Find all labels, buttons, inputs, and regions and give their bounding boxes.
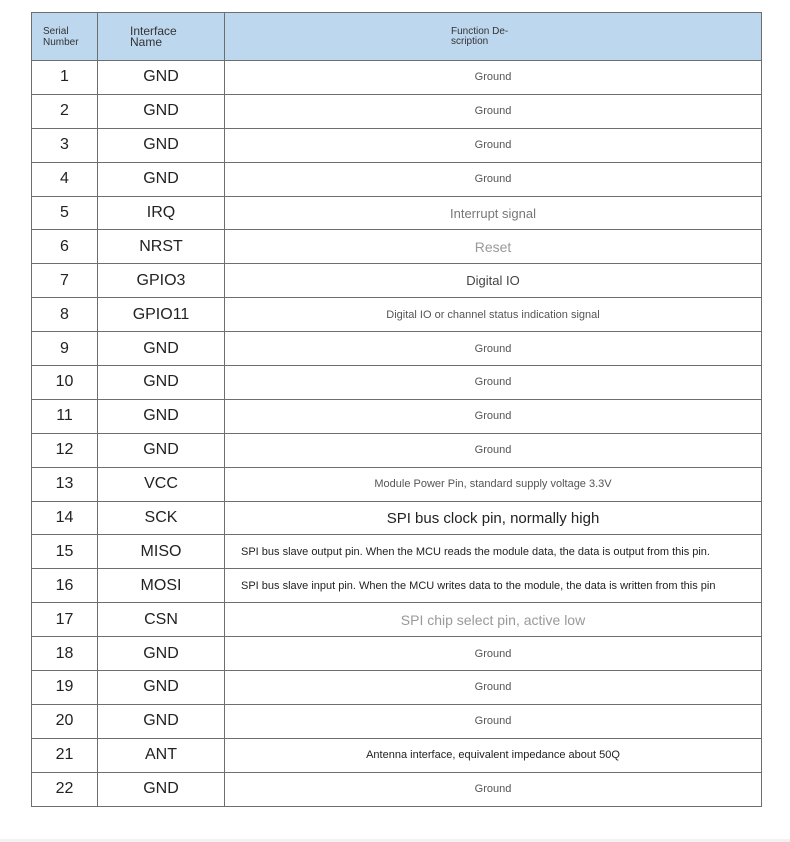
header-serial-number — [32, 13, 98, 61]
function-description-cell: Ground — [225, 162, 762, 196]
serial-number-cell: 8 — [32, 298, 98, 332]
function-description-cell: Digital IO or channel status indication signal — [225, 298, 762, 332]
header-interface-line2: Name — [130, 34, 163, 49]
header-serial-line2: Number — [43, 36, 79, 48]
serial-number-cell: 11 — [32, 399, 98, 433]
interface-name-cell: GPIO3 — [98, 264, 225, 298]
table-row — [32, 162, 762, 196]
interface-name-cell: GND — [98, 332, 225, 366]
header-function-line2: scription — [451, 35, 489, 47]
serial-number-cell: 21 — [32, 738, 98, 772]
function-description-cell: Digital IO — [225, 264, 762, 298]
interface-name-cell: GND — [98, 671, 225, 705]
interface-name-cell: CSN — [98, 603, 225, 637]
interface-name-cell: GPIO11 — [98, 298, 225, 332]
table-row — [32, 366, 762, 400]
function-description-cell: SPI bus slave output pin. When the MCU reads the module data, the data is output from this pin. — [225, 535, 762, 569]
table-row — [32, 738, 762, 772]
interface-name-cell: GND — [98, 399, 225, 433]
table-row — [32, 501, 762, 535]
function-description-cell: Ground — [225, 772, 762, 806]
function-description-cell: Ground — [225, 671, 762, 705]
serial-number-cell: 14 — [32, 501, 98, 535]
function-description-cell: Ground — [225, 332, 762, 366]
table-row — [32, 671, 762, 705]
table-row — [32, 704, 762, 738]
serial-number-cell: 17 — [32, 603, 98, 637]
table-row — [32, 772, 762, 806]
function-description-cell: Ground — [225, 433, 762, 467]
pin-definition-table — [31, 12, 762, 807]
table-row — [32, 433, 762, 467]
function-description-cell: Interrupt signal — [225, 196, 762, 230]
table-row — [32, 128, 762, 162]
interface-name-cell: VCC — [98, 467, 225, 501]
function-description-cell: Ground — [225, 61, 762, 95]
table-row — [32, 264, 762, 298]
interface-name-cell: IRQ — [98, 196, 225, 230]
function-description-cell: SPI bus clock pin, normally high — [225, 501, 762, 535]
serial-number-cell: 7 — [32, 264, 98, 298]
function-description-cell: Module Power Pin, standard supply voltage 3.3V — [225, 467, 762, 501]
header-function-description — [225, 13, 762, 61]
interface-name-cell: GND — [98, 637, 225, 671]
table-header-row — [32, 13, 762, 61]
function-description-cell: Ground — [225, 128, 762, 162]
table-row — [32, 637, 762, 671]
table-row — [32, 535, 762, 569]
function-description-cell: Reset — [225, 230, 762, 264]
function-description-cell: SPI bus slave input pin. When the MCU writes data to the module, the data is written from this pin — [225, 569, 762, 603]
serial-number-cell: 1 — [32, 61, 98, 95]
interface-name-cell: GND — [98, 162, 225, 196]
serial-number-cell: 10 — [32, 366, 98, 400]
function-description-cell: Ground — [225, 94, 762, 128]
serial-number-cell: 15 — [32, 535, 98, 569]
table-row — [32, 298, 762, 332]
interface-name-cell: MISO — [98, 535, 225, 569]
table-row — [32, 467, 762, 501]
header-interface-name — [98, 13, 225, 61]
table-row — [32, 61, 762, 95]
function-description-cell: Ground — [225, 399, 762, 433]
serial-number-cell: 19 — [32, 671, 98, 705]
function-description-cell: SPI chip select pin, active low — [225, 603, 762, 637]
table-row — [32, 603, 762, 637]
function-description-cell: Antenna interface, equivalent impedance about 50Q — [225, 738, 762, 772]
function-description-cell: Ground — [225, 366, 762, 400]
table-row — [32, 94, 762, 128]
table-row — [32, 569, 762, 603]
table-row — [32, 196, 762, 230]
serial-number-cell: 2 — [32, 94, 98, 128]
function-description-cell: Ground — [225, 637, 762, 671]
interface-name-cell: SCK — [98, 501, 225, 535]
table-row — [32, 230, 762, 264]
header-interface-line1: Interface — [130, 23, 177, 38]
function-description-cell: Ground — [225, 704, 762, 738]
serial-number-cell: 18 — [32, 637, 98, 671]
interface-name-cell: GND — [98, 433, 225, 467]
interface-name-cell: NRST — [98, 230, 225, 264]
serial-number-cell: 5 — [32, 196, 98, 230]
interface-name-cell: GND — [98, 128, 225, 162]
serial-number-cell: 3 — [32, 128, 98, 162]
table-row — [32, 332, 762, 366]
interface-name-cell: GND — [98, 366, 225, 400]
serial-number-cell: 20 — [32, 704, 98, 738]
table-row — [32, 399, 762, 433]
interface-name-cell: GND — [98, 94, 225, 128]
interface-name-cell: GND — [98, 772, 225, 806]
interface-name-cell: MOSI — [98, 569, 225, 603]
serial-number-cell: 9 — [32, 332, 98, 366]
serial-number-cell: 22 — [32, 772, 98, 806]
interface-name-cell: GND — [98, 704, 225, 738]
serial-number-cell: 12 — [32, 433, 98, 467]
interface-name-cell: ANT — [98, 738, 225, 772]
interface-name-cell: GND — [98, 61, 225, 95]
header-serial-line1: Serial — [43, 25, 69, 37]
serial-number-cell: 4 — [32, 162, 98, 196]
serial-number-cell: 6 — [32, 230, 98, 264]
serial-number-cell: 16 — [32, 569, 98, 603]
header-function-line1: Function De- — [451, 25, 509, 37]
serial-number-cell: 13 — [32, 467, 98, 501]
